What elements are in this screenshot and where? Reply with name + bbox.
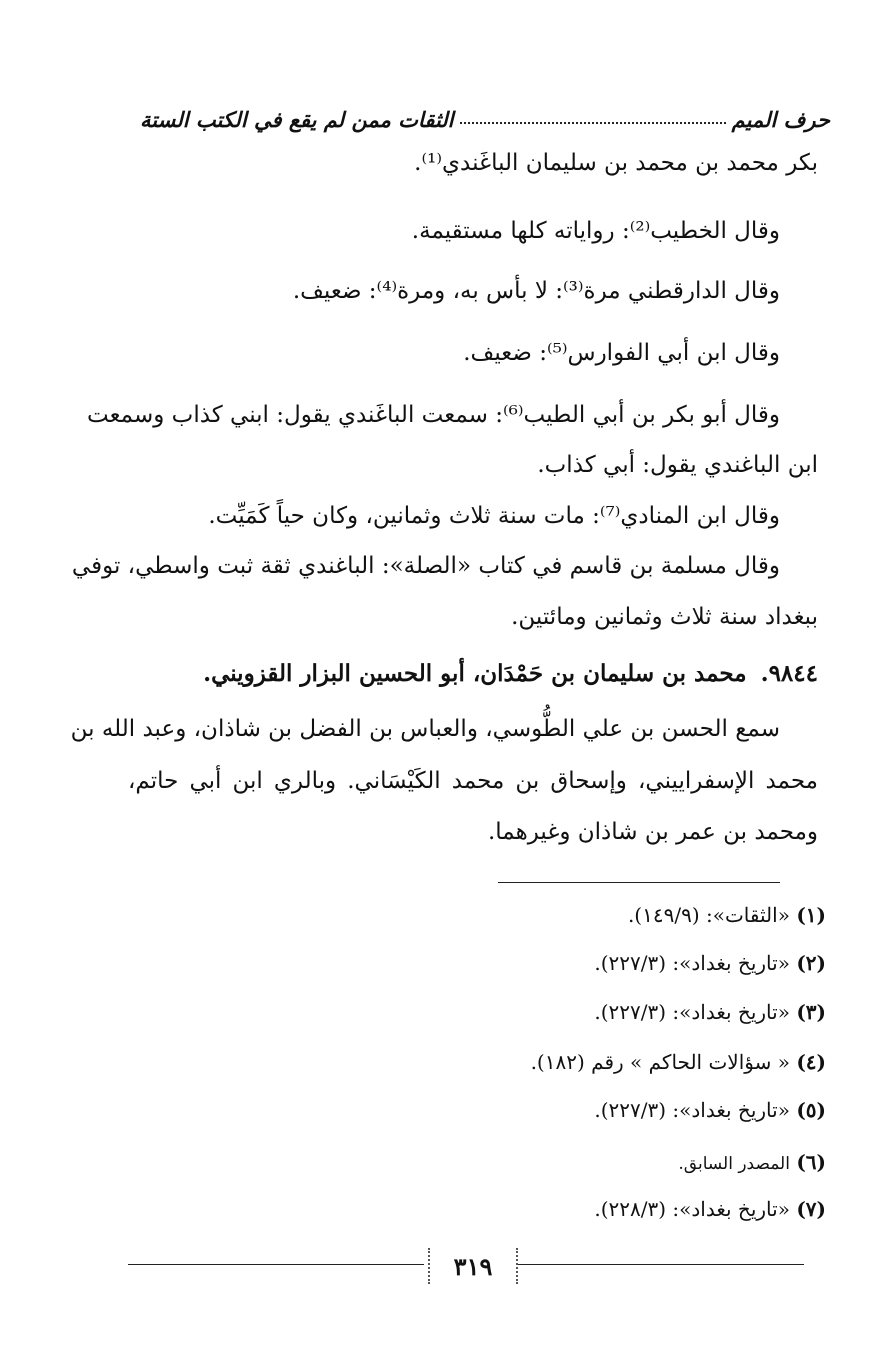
- entry-number: ٩٨٤٤.: [760, 660, 818, 687]
- body-line-3: وقال الدارقطني مرة⁽³⁾: لا بأس به، ومرة⁽⁴⁾: ضعيف.: [292, 278, 780, 304]
- entry-line-1: سمع الحسن بن علي الطُّوسي، والعباس بن الفضل بن شاذان، وعبد الله بن: [70, 716, 780, 742]
- footnote-number: (٦): [796, 1150, 826, 1174]
- footnote-2: [300, 951, 826, 975]
- body-line-5: وقال أبو بكر بن أبي الطيب⁽⁶⁾: سمعت الباغَندي يقول: ابني كذاب وسمعت: [87, 402, 780, 428]
- entry-heading: [128, 660, 818, 688]
- footnote-3: [300, 1000, 826, 1024]
- body-line-8: وقال مسلمة بن قاسم في كتاب «الصلة»: الباغندي ثقة ثبت واسطي، توفي: [71, 553, 780, 579]
- entry-line-3: ومحمد بن عمر بن شاذان وغيرهما.: [487, 819, 818, 845]
- body-line-9: ببغداد سنة ثلاث وثمانين ومائتين.: [511, 604, 818, 630]
- body-line-1: بكر محمد بن محمد بن سليمان الباغَندي⁽¹⁾.: [414, 150, 818, 176]
- footnote-7: [300, 1197, 826, 1221]
- footnote-text: «تاريخ بغداد»: (٢٢٧/٣).: [594, 951, 790, 975]
- footnote-6: [300, 1150, 826, 1174]
- page-number: ٣١٩: [428, 1248, 518, 1284]
- footnote-text: «تاريخ بغداد»: (٢٢٧/٣).: [594, 1000, 790, 1024]
- body-line-7: وقال ابن المنادي⁽⁷⁾: مات سنة ثلاث وثمانين، وكان حياً كَمَيِّت.: [208, 503, 780, 529]
- footnote-number: (١): [796, 903, 826, 927]
- footnote-number: (٧): [796, 1197, 826, 1221]
- footnote-text: «تاريخ بغداد»: (٢٢٧/٣).: [594, 1098, 790, 1122]
- footnote-number: (٢): [796, 951, 826, 975]
- book-title: الثقات ممن لم يقع في الكتب الستة: [140, 107, 454, 132]
- footnote-text: «تاريخ بغداد»: (٢٢٨/٣).: [594, 1197, 790, 1221]
- entry-line-2: محمد الإسفراييني، وإسحاق بن محمد الكَيْسَاني. وبالري ابن أبي حاتم،: [128, 768, 818, 794]
- footer-rule-right: [518, 1264, 804, 1265]
- footnote-text: «الثقات»: (١٤٩/٩).: [627, 903, 790, 927]
- header-dot-leader: [460, 122, 726, 124]
- footer-rule-left: [128, 1264, 424, 1265]
- footnote-4: [300, 1050, 826, 1074]
- body-line-2: وقال الخطيب⁽²⁾: رواياته كلها مستقيمة.: [411, 218, 780, 244]
- footnote-number: (٥): [796, 1098, 826, 1122]
- footnote-number: (٣): [796, 1000, 826, 1024]
- footnote-text: المصدر السابق.: [678, 1154, 790, 1174]
- footnote-text: « سؤالات الحاكم » رقم (١٨٢).: [530, 1050, 790, 1074]
- footnote-5: [300, 1098, 826, 1122]
- footnote-1: [300, 903, 826, 927]
- chapter-title: حرف الميم: [731, 107, 830, 132]
- body-line-6: ابن الباغندي يقول: أبي كذاب.: [537, 452, 818, 478]
- footnote-separator: [498, 882, 780, 883]
- footnote-number: (٤): [796, 1050, 826, 1074]
- running-header: [140, 92, 830, 132]
- entry-name: محمد بن سليمان بن حَمْدَان، أبو الحسين البزار القزويني.: [203, 660, 747, 687]
- body-line-4: وقال ابن أبي الفوارس⁽⁵⁾: ضعيف.: [463, 340, 780, 366]
